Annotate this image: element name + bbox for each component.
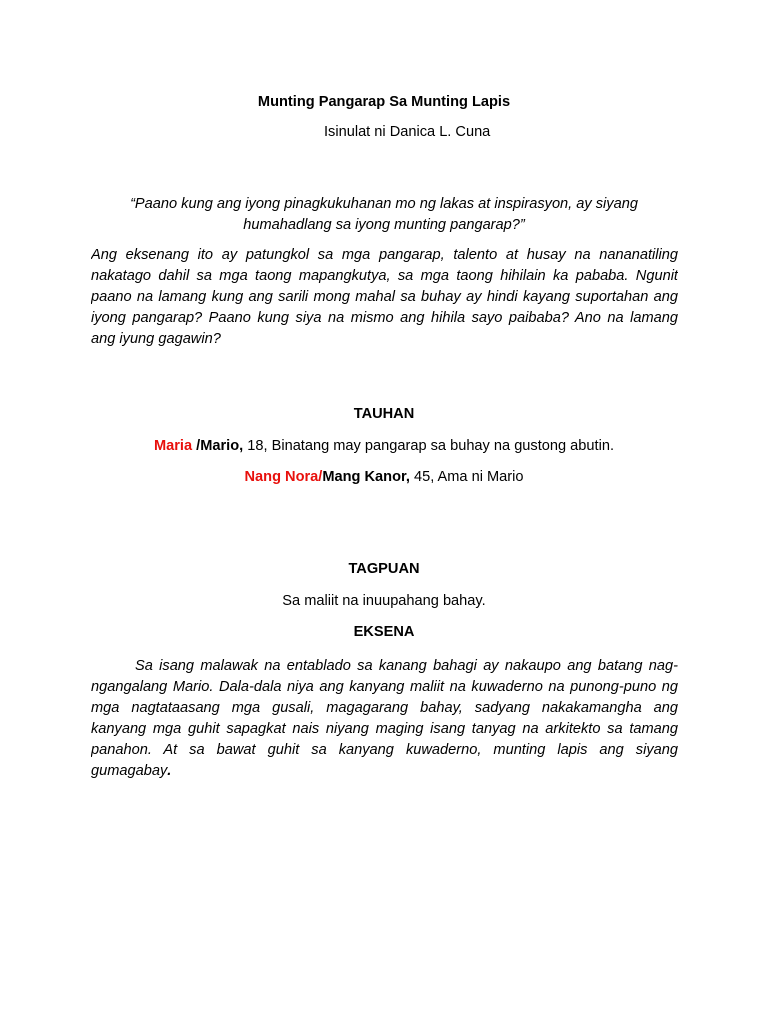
intro-line: nakatago dahil sa mga taong mapangkutya, sa mga taong hihilain ka pababa. Ngunit xyxy=(91,268,678,284)
character-bold-name: Mang Kanor, xyxy=(322,469,410,485)
eksena-last-line xyxy=(91,761,678,782)
eksena-last-text: gumagabay xyxy=(91,763,168,779)
intro-paragraph xyxy=(91,245,678,350)
character-row xyxy=(0,438,768,454)
eksena-line: mga nagtataasang mga gusali, magagarang bahay, sadyang nakakamangha ang xyxy=(91,700,678,716)
eksena-final-period: . xyxy=(167,763,172,779)
eksena-paragraph xyxy=(91,656,678,782)
eksena-heading: EKSENA xyxy=(353,624,415,640)
eksena-line: panahon. At sa bawat guhit sa kanyang kuwaderno, munting lapis ang siyang xyxy=(91,742,678,758)
quote-line-2: humahadlang sa iyong munting pangarap?” xyxy=(243,217,525,233)
tauhan-heading: TAUHAN xyxy=(353,406,415,422)
intro-line: iyong pangarap? Paano kung siya na mismo ang hihila sayo paibaba? Ano na lamang xyxy=(91,310,678,326)
quote-line-1: “Paano kung ang iyong pinagkukuhanan mo ng lakas at inspirasyon, ay siyang xyxy=(130,196,638,212)
character-bold-name: /Mario, xyxy=(192,438,244,454)
character-red-name: Maria xyxy=(153,438,193,454)
document-title: Munting Pangarap Sa Munting Lapis xyxy=(257,94,511,110)
character-description: 18, Binatang may pangarap sa buhay na gustong abutin. xyxy=(243,438,614,454)
intro-line: ang iyung gagawin? xyxy=(91,331,221,347)
tagpuan-text: Sa maliit na inuupahang bahay. xyxy=(282,593,486,609)
tagpuan-heading: TAGPUAN xyxy=(348,561,420,577)
eksena-line: Sa isang malawak na entablado sa kanang bahagi ay nakaupo ang batang nag- xyxy=(135,658,678,674)
intro-line: paano na lamang kung ang sarili mong mahal sa buhay ay hindi kayang suportahan ang xyxy=(91,289,678,305)
character-description: 45, Ama ni Mario xyxy=(409,469,524,485)
character-row xyxy=(0,469,768,485)
character-red-name: Nang Nora/ xyxy=(244,469,323,485)
intro-line: Ang eksenang ito ay patungkol sa mga pangarap, talento at husay na nananatiling xyxy=(91,247,678,263)
eksena-line: kanyang mga guhit sapagkat nais niyang maging isang tanyag na arkitekto sa tamang xyxy=(91,721,678,737)
author-line: Isinulat ni Danica L. Cuna xyxy=(324,124,491,140)
eksena-line: ngangalang Mario. Dala-dala niya ang kanyang maliit na kuwaderno na punong-puno ng xyxy=(91,679,678,695)
